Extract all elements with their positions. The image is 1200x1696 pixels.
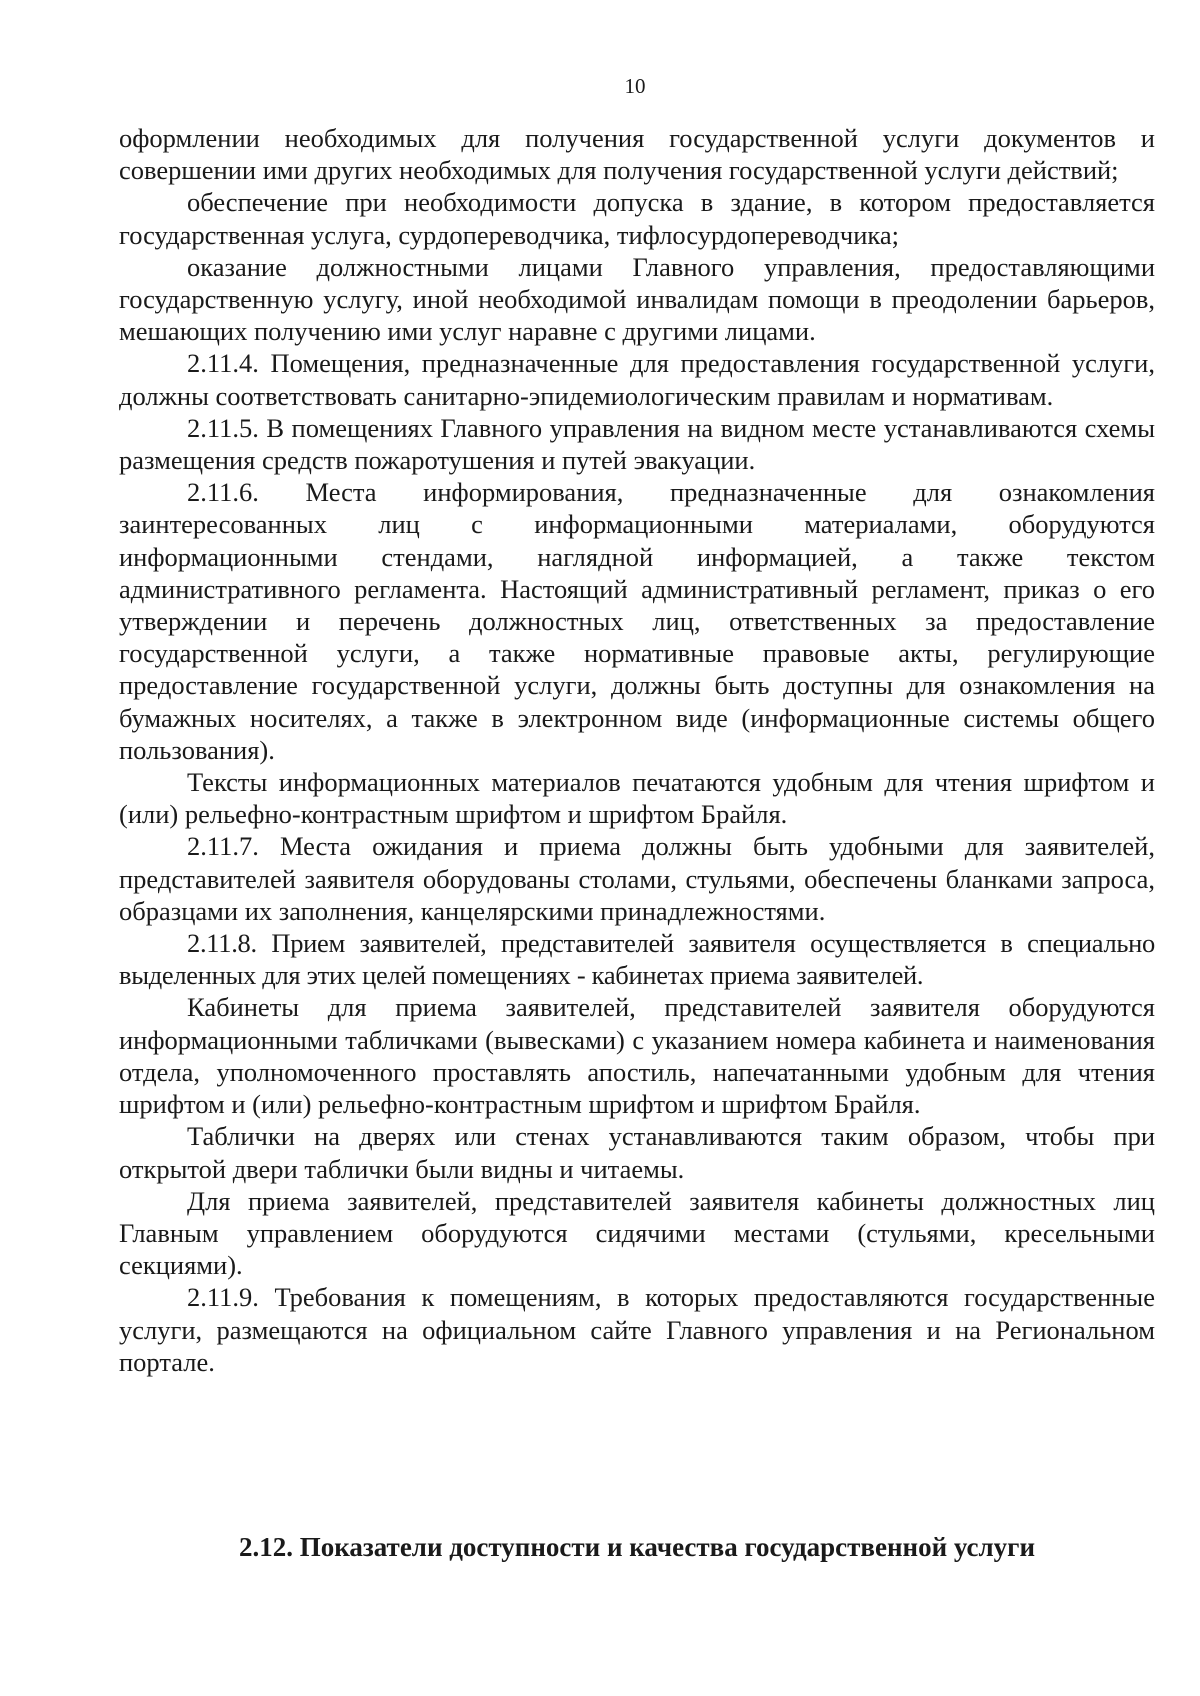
page-number: 10	[624, 74, 646, 98]
paragraph-2-11-7: 2.11.7. Места ожидания и приема должны быть удобными для заявителей, представителей заявителя оборудованы столами, стульями, обеспечены бланками запроса, образцами их заполнения, канцелярскими принадлежностями.	[119, 831, 1155, 926]
paragraph: Таблички на дверях или стенах устанавливаются таким образом, чтобы при открытой двери таблички были видны и читаемы.	[119, 1121, 1155, 1184]
paragraph-2-11-4: 2.11.4. Помещения, предназначенные для предоставления государственной услуги, должны соответствовать санитарно-эпидемиологическим правилам и нормативам.	[119, 348, 1155, 411]
document-body	[119, 122, 1155, 1378]
paragraph: Тексты информационных материалов печатаются удобным для чтения шрифтом и (или) рельефно-контрастным шрифтом и шрифтом Брайля.	[119, 767, 1155, 830]
paragraph-2-11-8: 2.11.8. Прием заявителей, представителей заявителя осуществляется в специально выделенных для этих целей помещениях - кабинетах приема заявителей.	[119, 928, 1155, 991]
paragraph-2-11-5: 2.11.5. В помещениях Главного управления на видном месте устанавливаются схемы размещения средств пожаротушения и путей эвакуации.	[119, 412, 1155, 476]
paragraph-2-11-6: 2.11.6. Места информирования, предназначенные для ознакомления заинтересованных лиц с информационными материалами, оборудуются информационными стендами, наглядной информацией, а также текстом административного регламента. Настоящий административный регламент, приказ о его утверждении и перечень должностных лиц, ответственных за предоставление государственной услуги, а также нормативные правовые акты, регулирующие предоставление государственной услуги, должны быть доступны для ознакомления на бумажных носителях, а также в электронном виде (информационные системы общего пользования).	[119, 477, 1155, 765]
paragraph: Для приема заявителей, представителей заявителя кабинеты должностных лиц Главным управлением оборудуются сидячими местами (стульями, кресельными секциями).	[119, 1185, 1155, 1281]
paragraph: оформлении необходимых для получения государственной услуги документов и совершении ими других необходимых для получения государственной услуги действий;	[119, 123, 1155, 186]
section-heading: 2.12. Показатели доступности и качества государственной услуги	[239, 1532, 1035, 1562]
paragraph: Кабинеты для приема заявителей, представителей заявителя оборудуются информационными табличками (вывесками) с указанием номера кабинета и наименования отдела, уполномоченного проставлять апостиль, напечатанными удобным для чтения шрифтом и (или) рельефно-контрастным шрифтом и шрифтом Брайля.	[119, 992, 1155, 1120]
paragraph: оказание должностными лицами Главного управления, предоставляющими государственную услугу, иной необходимой инвалидам помощи в преодолении барьеров, мешающих получению ими услуг наравне с другими лицами.	[119, 251, 1155, 347]
paragraph: обеспечение при необходимости допуска в здание, в котором предоставляется государственная услуга, сурдопереводчика, тифлосурдопереводчика;	[119, 187, 1155, 250]
paragraph-2-11-9: 2.11.9. Требования к помещениям, в которых предоставляются государственные услуги, размещаются на официальном сайте Главного управления и на Региональном портале.	[119, 1282, 1155, 1377]
